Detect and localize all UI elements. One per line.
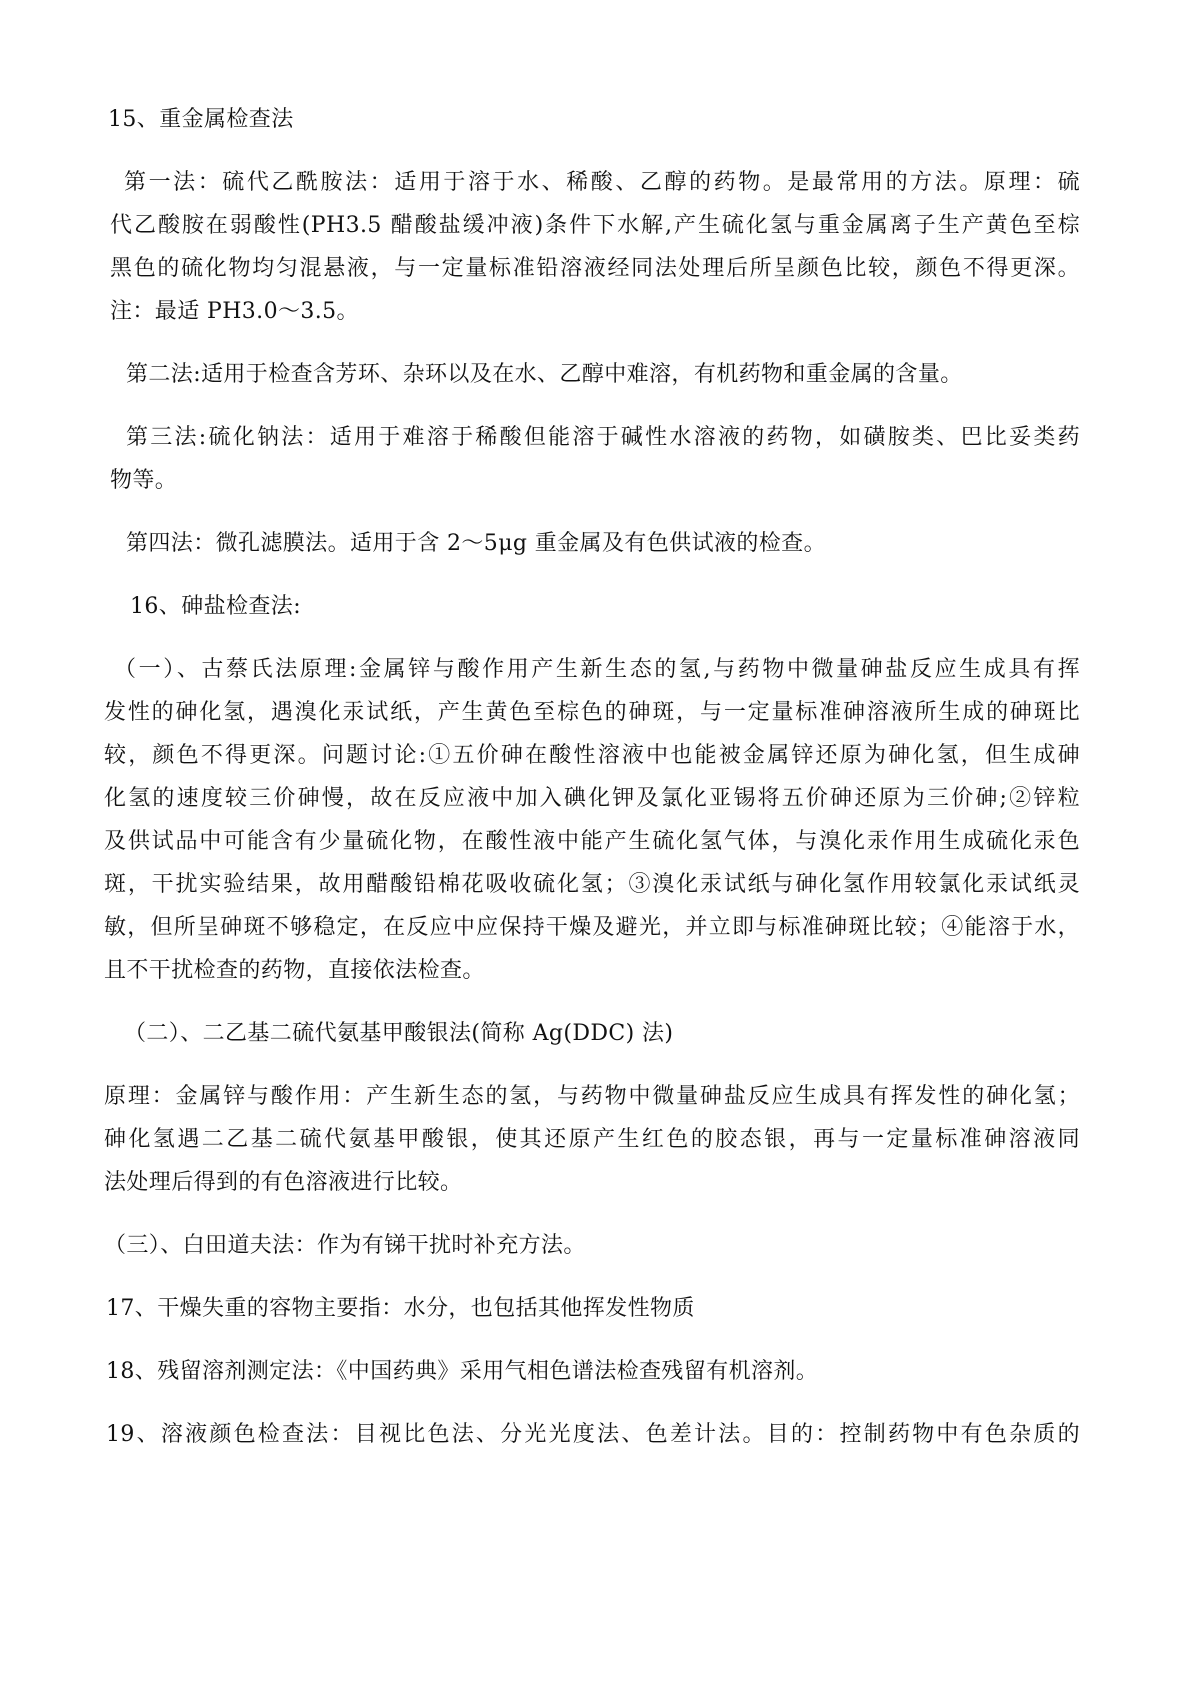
paragraph-line: 代乙酸胺在弱酸性(PH3.5 醋酸盐缓冲液)条件下水解,产生硫化氢与重金属离子生产黄色至棕 — [110, 213, 1080, 238]
method-2-paragraph — [104, 353, 1080, 396]
heading-text: 15、重金属检查法 — [108, 107, 294, 132]
gutzeit-method-paragraph — [104, 648, 1080, 992]
paragraph-line: 较，颜色不得更深。问题讨论:①五价砷在酸性溶液中也能被金属锌还原为砷化氢，但生成砷 — [104, 743, 1080, 768]
bettendorf-method-paragraph — [104, 1224, 1080, 1267]
paragraph-line: 第四法：微孔滤膜法。适用于含 2～5μg 重金属及有色供试液的检查。 — [126, 531, 826, 556]
method-3-paragraph — [104, 416, 1080, 502]
document-page — [104, 98, 1080, 1476]
heading-text: 16、砷盐检查法: — [130, 594, 302, 619]
ag-ddc-method-heading — [104, 1012, 1080, 1055]
subheading-text: （二）、二乙基二硫代氨基甲酸银法(简称 Ag(DDC) 法) — [124, 1021, 674, 1046]
section-17-paragraph — [104, 1287, 1080, 1330]
ag-ddc-principle-paragraph — [104, 1075, 1080, 1204]
section-15-heading — [104, 98, 1080, 141]
paragraph-line: 第二法:适用于检查含芳环、杂环以及在水、乙醇中难溶，有机药物和重金属的含量。 — [126, 362, 963, 387]
paragraph-line: 17、干燥失重的容物主要指：水分，也包括其他挥发性物质 — [106, 1296, 695, 1321]
section-18-paragraph — [104, 1350, 1080, 1393]
paragraph-line: 敏，但所呈砷斑不够稳定，在反应中应保持干燥及避光，并立即与标准砷斑比较；④能溶于水， — [104, 915, 1080, 940]
paragraph-line: 及供试品中可能含有少量硫化物，在酸性液中能产生硫化氢气体，与溴化汞作用生成硫化汞色 — [104, 829, 1080, 854]
paragraph-line: 注：最适 PH3.0～3.5。 — [110, 299, 359, 324]
paragraph-line: 18、残留溶剂测定法：《中国药典》采用气相色谱法检查残留有机溶剂。 — [106, 1359, 819, 1384]
paragraph-line: 化氢的速度较三价砷慢，故在反应液中加入碘化钾及氯化亚锡将五价砷还原为三价砷;②锌粒 — [104, 786, 1080, 811]
paragraph-line: 砷化氢遇二乙基二硫代氨基甲酸银，使其还原产生红色的胶态银，再与一定量标准砷溶液同 — [104, 1127, 1080, 1152]
paragraph-line: 且不干扰检查的药物，直接依法检查。 — [104, 958, 485, 983]
paragraph-line: （三）、白田道夫法：作为有锑干扰时补充方法。 — [104, 1233, 586, 1258]
paragraph-line: 第一法：硫代乙酰胺法：适用于溶于水、稀酸、乙醇的药物。是最常用的方法。原理：硫 — [124, 170, 1080, 195]
paragraph-line: 斑，干扰实验结果，故用醋酸铅棉花吸收硫化氢；③溴化汞试纸与砷化氢作用较氯化汞试纸灵 — [104, 872, 1080, 897]
paragraph-line: 第三法:硫化钠法：适用于难溶于稀酸但能溶于碱性水溶液的药物，如磺胺类、巴比妥类药 — [126, 425, 1080, 450]
section-16-heading — [104, 585, 1080, 628]
paragraph-line: 法处理后得到的有色溶液进行比较。 — [104, 1170, 463, 1195]
paragraph-line: （一）、古蔡氏法原理:金属锌与酸作用产生新生态的氢,与药物中微量砷盐反应生成具有挥 — [114, 657, 1080, 682]
paragraph-line: 原理：金属锌与酸作用：产生新生态的氢，与药物中微量砷盐反应生成具有挥发性的砷化氢； — [104, 1084, 1080, 1109]
section-19-paragraph — [104, 1413, 1080, 1456]
method-4-paragraph — [104, 522, 1080, 565]
paragraph-line: 19、溶液颜色检查法：目视比色法、分光光度法、色差计法。目的：控制药物中有色杂质的 — [106, 1422, 1080, 1447]
method-1-paragraph — [104, 161, 1080, 333]
paragraph-line: 发性的砷化氢，遇溴化汞试纸，产生黄色至棕色的砷斑，与一定量标准砷溶液所生成的砷斑比 — [104, 700, 1080, 725]
paragraph-line: 黑色的硫化物均匀混悬液，与一定量标准铅溶液经同法处理后所呈颜色比较，颜色不得更深。 — [110, 256, 1080, 281]
paragraph-line: 物等。 — [110, 468, 178, 493]
